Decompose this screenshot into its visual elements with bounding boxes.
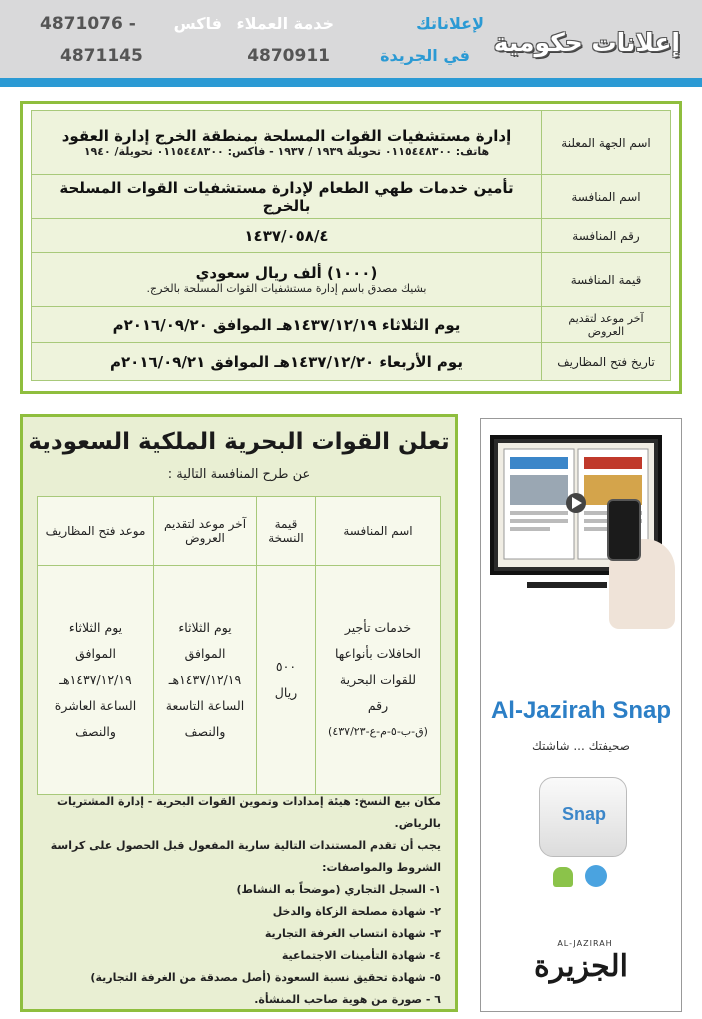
header-opening: موعد فتح المظاريف xyxy=(38,497,154,566)
tender-value: (١٠٠٠) ألف ريال سعودي xyxy=(195,264,378,282)
header-bar xyxy=(0,0,702,78)
ads-label: لإعلاناتك xyxy=(416,14,484,33)
line: والنصف xyxy=(184,724,226,739)
row-value: تأمين خدمات طهي الطعام لإدارة مستشفيات القوات المسلحة بالخرج xyxy=(32,175,542,219)
hospital-tender-box xyxy=(20,101,682,394)
section-title: إعلانات حكومية xyxy=(493,28,680,57)
header-deadline: آخر موعد لتقديم العروض xyxy=(154,497,257,566)
table-row xyxy=(32,253,671,307)
line: ريال xyxy=(274,685,298,700)
navy-tender-table xyxy=(37,496,441,795)
smartphone-icon xyxy=(607,499,641,561)
row-label: رقم المنافسة xyxy=(542,219,671,253)
row-label: اسم المنافسة xyxy=(542,175,671,219)
brand-latin: AL-JAZIRAH xyxy=(557,939,613,948)
row-value: يوم الأربعاء ١٤٣٧/١٢/٢٠هـ الموافق ٢٠١٦/٠٩/٢١م xyxy=(32,343,542,381)
line: يوم الثلاثاء xyxy=(178,620,232,635)
snap-ad[interactable] xyxy=(480,418,682,1012)
cell-price xyxy=(257,566,316,795)
line: الحافلات بأنواعها xyxy=(334,646,422,661)
cell-deadline xyxy=(154,566,257,795)
header-price: قيمة النسخة xyxy=(257,497,316,566)
brand-logo: الجزيرة xyxy=(533,949,628,984)
announcer-contacts: هاتف: ٠١١٥٤٤٨٣٠٠ تحويلة ١٩٣٩ / ١٩٣٧ - فاكس: ٠١١٥٤٤٨٣٠٠ تحويلة/ ١٩٤٠ xyxy=(83,145,490,158)
row-value xyxy=(32,111,542,175)
fax-label: فاكس xyxy=(173,14,222,33)
note-line: ١- السجل التجاري (موضحاً به النشاط) xyxy=(236,883,441,896)
ad-title: Al-Jazirah Snap xyxy=(490,697,672,724)
newspaper-label: في الجريدة xyxy=(380,46,470,65)
customer-service-number: 4870911 xyxy=(247,46,330,66)
snap-icon-word: Snap xyxy=(561,804,606,824)
line: الموافق xyxy=(184,646,226,661)
tender-notes xyxy=(37,791,441,1011)
row-value xyxy=(32,253,542,307)
row-label: قيمة المنافسة xyxy=(542,253,671,307)
table-row xyxy=(32,111,671,175)
line: ٥٠٠ xyxy=(275,659,297,674)
line: ١٤٣٧/١٢/١٩هـ xyxy=(168,672,242,687)
note-line: ٣- شهادة انتساب الغرفة التجارية xyxy=(264,927,441,940)
table-row xyxy=(32,175,671,219)
line: الساعة التاسعة xyxy=(165,698,245,713)
row-value: ١٤٣٧/٠٥٨/٤ xyxy=(32,219,542,253)
navy-tender-box xyxy=(20,414,458,1012)
note-line: ٤- شهادة التأمينات الاجتماعية xyxy=(281,949,441,962)
fax-number-2: 4871145 xyxy=(60,46,143,66)
row-label: آخر موعد لتقديم العروض xyxy=(542,307,671,343)
table-header-row xyxy=(38,497,441,566)
navy-subtitle: عن طرح المنافسة التالية : xyxy=(167,467,311,482)
line: الساعة العاشرة xyxy=(54,698,137,713)
table-row xyxy=(32,219,671,253)
line: رقم xyxy=(367,698,389,713)
navy-title: تعلن القوات البحرية الملكية السعودية xyxy=(28,429,450,455)
apple-icon[interactable] xyxy=(585,865,607,887)
header-accent-line xyxy=(0,78,702,87)
note-line: ٥- شهادة تحقيق نسبة السعودة (أصل مصدقة من الغرفة التجارية) xyxy=(90,971,441,984)
cell-name xyxy=(316,566,441,795)
announcer-name: إدارة مستشفيات القوات المسلحة بمنطقة الخرج إدارة العقود xyxy=(61,127,512,145)
android-icon[interactable] xyxy=(553,867,573,887)
hospital-tender-table xyxy=(31,110,671,381)
line: ١٤٣٧/١٢/١٩هـ xyxy=(59,672,132,687)
tv-stand xyxy=(527,582,607,588)
cell-opening xyxy=(38,566,154,795)
table-row xyxy=(32,307,671,343)
note-line: يجب أن تقدم المستندات التالية سارية المفعول قبل الحصول على كراسة الشروط والمواصفات: xyxy=(50,839,441,874)
line: يوم الثلاثاء xyxy=(68,620,123,635)
line: والنصف xyxy=(75,724,116,739)
note-line: ٢- شهادة مصلحة الزكاة والدخل xyxy=(272,905,441,918)
row-label: اسم الجهة المعلنة xyxy=(542,111,671,175)
line: خدمات تأجير xyxy=(344,620,412,635)
table-row xyxy=(32,343,671,381)
snap-app-icon[interactable] xyxy=(539,777,627,857)
line: الموافق xyxy=(75,646,116,661)
line: (ق-ب-٥-م-ع-٤٣٧/٢٣) xyxy=(328,725,428,738)
header-name: اسم المنافسة xyxy=(316,497,441,566)
note-line: ٦ - صورة من هوية صاحب المنشأة. xyxy=(254,993,441,1006)
note-line: مكان بيع النسخ: هيئة إمدادات وتموين القوات البحرية - إدارة المشتريات بالرياض. xyxy=(57,795,441,830)
fax-number-1: 4871076 - xyxy=(40,14,136,34)
tender-value-note: بشيك مصدق باسم إدارة مستشفيات القوات المسلحة بالخرج. xyxy=(146,282,427,295)
customer-service-label: خدمة العملاء xyxy=(236,14,334,33)
line: للقوات البحرية xyxy=(339,672,417,687)
ad-tagline: صحيفتك ... شاشتك xyxy=(532,739,630,753)
row-label: تاريخ فتح المظاريف xyxy=(542,343,671,381)
row-value: يوم الثلاثاء ١٤٣٧/١٢/١٩هـ الموافق ٢٠١٦/٠٩/٢٠م xyxy=(32,307,542,343)
table-row xyxy=(38,566,441,795)
